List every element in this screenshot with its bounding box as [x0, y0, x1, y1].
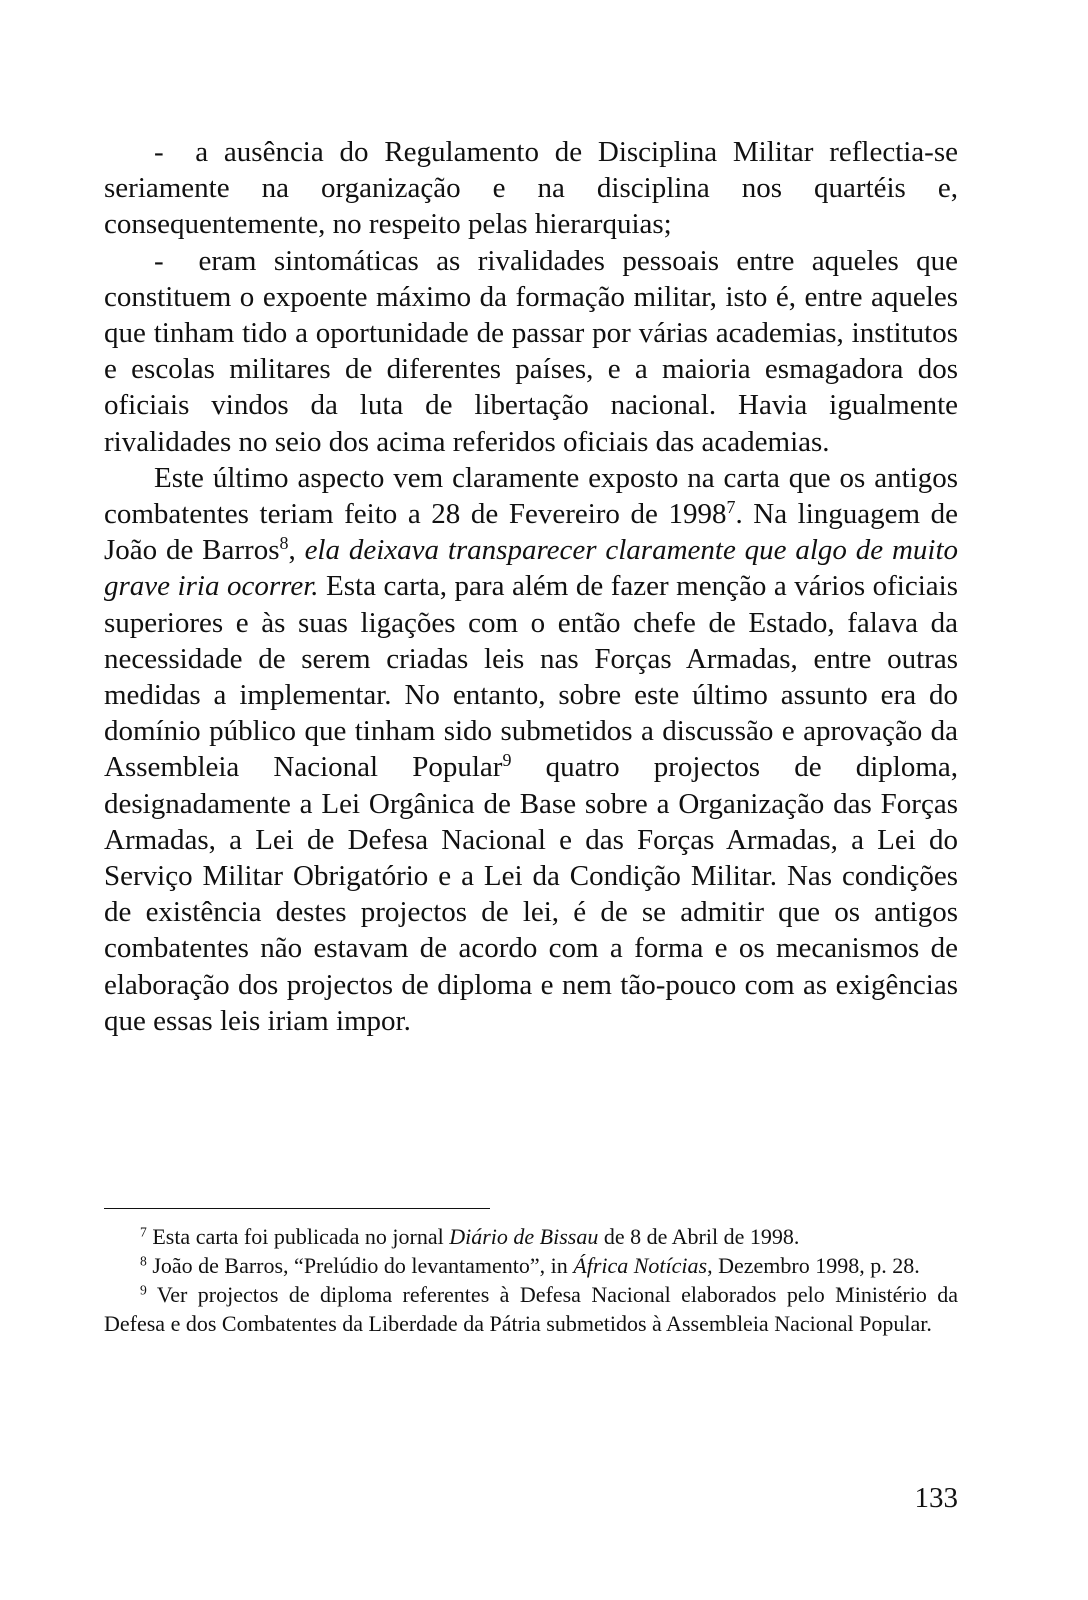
- main-text: [104, 134, 958, 1039]
- footnote-number: 8: [140, 1253, 147, 1269]
- footnote-number: 7: [140, 1224, 147, 1240]
- bullet-2-text: eram sintomáticas as rivalidades pessoais entre aqueles que constituem o expoente máximo da formação militar, isto é, entre aqueles que tinham tido a oportunidade de passar por várias academias, institutos e escolas militares de diferentes países, e a maioria esmagadora dos oficiais vindos da luta de libertação nacional. Havia igualmente rivalidades no seio dos acima referidos oficiais das academias.: [104, 244, 958, 458]
- footnote-separator: [104, 1208, 490, 1209]
- bullet-item-2: [104, 243, 958, 460]
- footnote-text: João de Barros, “Prelúdio do levantamento”, in: [146, 1253, 574, 1278]
- bullet-1-text: a ausência do Regulamento de Disciplina Militar reflectia-se seriamente na organização e na disciplina nos quartéis e, consequentemente, no respeito pelas hierarquias;: [104, 136, 958, 241]
- bullet-item-1: [104, 134, 958, 243]
- footnotes: [104, 1222, 958, 1338]
- paragraph-quote: ela deixava transparecer claramente que algo de muito grave iria ocorrer.: [104, 534, 959, 603]
- paragraph-text-d: Esta carta, para além de fazer menção a vários oficiais superiores e às suas ligações com o então chefe de Estado, falava da necessidade de serem criadas leis nas Forças Armadas, entre outras medidas a implementar. No entanto, sobre este último assunto era do domínio público que tinham sido submetidos a discussão e aprovação da Assembleia Nacional Popular: [104, 570, 958, 784]
- footnote-text: de 8 de Abril de 1998.: [598, 1224, 800, 1249]
- footnote-ref-9: 9: [502, 750, 512, 771]
- footnote-text: , Dezembro 1998, p. 28.: [707, 1253, 920, 1278]
- paragraph-text-e: quatro projectos de diploma, designadamente a Lei Orgânica de Base sobre a Organização das Forças Armadas, a Lei de Defesa Nacional e das Forças Armadas, a Lei do Serviço Militar Obrigatório e a Lei da Condição Militar. Nas condições de existência destes projectos de lei, é de se admitir que os antigos combatentes não estavam de acordo com a forma e os mecanismos de elaboração dos projectos de diploma e nem tão-pouco com as exigências que essas leis iriam impor.: [104, 751, 958, 1037]
- paragraph-text-a: Este último aspecto vem claramente exposto na carta que os antigos combatentes teriam feito a 28 de Fevereiro de 1998: [104, 461, 958, 531]
- footnote-text: Esta carta foi publicada no jornal: [146, 1224, 450, 1249]
- footnote-source-title: África Notícias: [573, 1253, 708, 1278]
- footnote-source-title: Diário de Bissau: [449, 1224, 599, 1249]
- footnote-7: [104, 1222, 958, 1251]
- paragraph: [104, 460, 958, 1039]
- footnote-9: [104, 1280, 958, 1338]
- page-number: 133: [914, 1482, 958, 1514]
- paragraph-text-b: . Na linguagem de João de Barros: [104, 498, 958, 567]
- footnote-ref-7: 7: [726, 497, 736, 518]
- footnote-number: 9: [140, 1282, 147, 1298]
- paragraph-text-c: ,: [288, 534, 305, 567]
- footnote-ref-8: 8: [279, 533, 289, 554]
- bullet-marker: -: [154, 244, 164, 277]
- footnote-8: [104, 1251, 958, 1280]
- footnote-text: Ver projectos de diploma referentes à Defesa Nacional elaborados pelo Ministério da Defesa e dos Combatentes da Liberdade da Pátria submetidos à Assembleia Nacional Popular.: [104, 1282, 958, 1336]
- bullet-marker: -: [154, 136, 164, 168]
